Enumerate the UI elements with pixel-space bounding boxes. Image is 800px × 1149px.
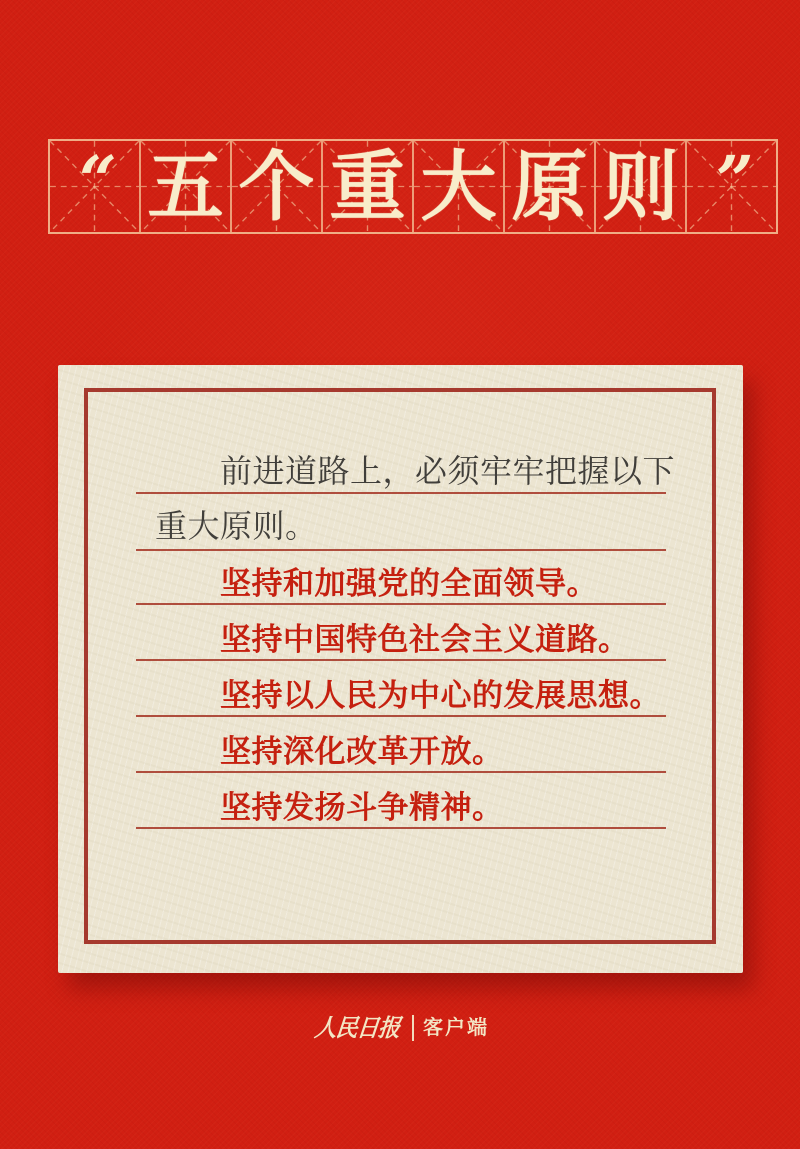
principle-text: 坚持和加强党的全面领导。	[220, 566, 598, 601]
title-character: 重	[329, 141, 406, 231]
title-character: 个	[238, 141, 315, 231]
peoples-daily-masthead-logotype: 人民日报	[313, 1013, 401, 1042]
intro-text: 前进道路上，必须牢牢把握以下	[220, 453, 676, 489]
intro-line-1	[136, 438, 676, 494]
title-character: 原	[511, 141, 588, 231]
title-grid-cell	[412, 141, 503, 232]
title-grid-cell	[230, 141, 321, 232]
principle-line	[136, 605, 666, 661]
title-grid-cell	[503, 141, 594, 232]
title-opening-quote: “	[68, 141, 121, 220]
principle-text: 坚持中国特色社会主义道路。	[220, 622, 630, 657]
title-calligraphy-grid	[48, 139, 778, 234]
title-grid-cell	[594, 141, 685, 232]
title-grid-cell	[321, 141, 412, 232]
title-grid-cell	[685, 141, 776, 232]
principle-line	[136, 661, 666, 717]
footer-logo	[0, 1004, 800, 1052]
principle-line	[136, 717, 666, 773]
client-label: 客户端	[423, 1017, 489, 1039]
principle-line	[136, 551, 666, 605]
intro-line-2	[136, 494, 666, 551]
principle-text: 坚持深化改革开放。	[220, 734, 504, 769]
title-character: 则	[602, 141, 679, 231]
intro-text: 重大原则。	[155, 508, 318, 544]
card-text-area	[136, 438, 676, 829]
title-character: 五	[147, 141, 224, 231]
principle-line	[136, 773, 666, 829]
title-grid-cell	[139, 141, 230, 232]
logo-divider	[412, 1015, 414, 1041]
title-grid-cell	[50, 141, 139, 232]
title-character: 大	[420, 141, 497, 231]
principle-text: 坚持发扬斗争精神。	[220, 790, 504, 825]
title-closing-quote: ”	[705, 141, 758, 220]
principle-text: 坚持以人民为中心的发展思想。	[220, 678, 661, 713]
paper-card	[58, 365, 743, 973]
